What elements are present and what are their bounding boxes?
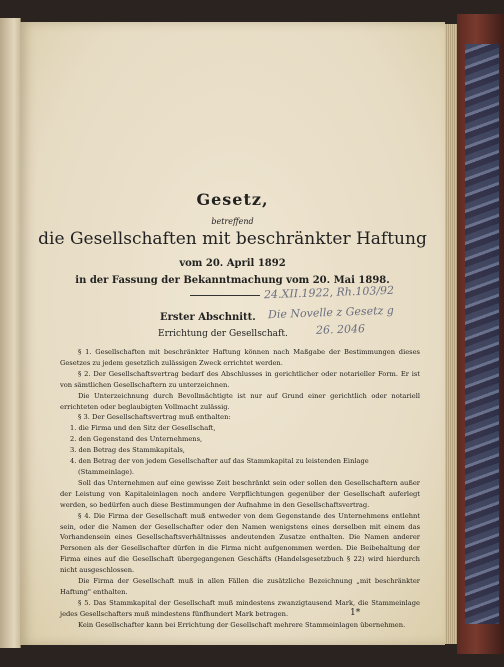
- handwritten-note-3: 26. 2046: [315, 322, 366, 337]
- paragraph-5a: § 5. Das Stammkapital der Gesellschaft muß mindestens zwanzigtausend Mark, die Stammeinlage jedes Gesellschafters muß mindestens fünfhundert Mark betragen.: [60, 598, 420, 618]
- marbled-cover: [465, 44, 499, 624]
- paragraph-3b: Soll das Unternehmen auf eine gewisse Zeit beschränkt sein oder sollen den Gesellschaftern außer der Leistung von Kapitaleinlagen noch andere Verpflichtungen gegenüber der Gesellschaft auferlegt werden, so bedürfen auch diese Bestimmungen der Aufnahme in den Gesellschaftsvertrag.: [60, 478, 420, 509]
- paragraph-2b: Die Unterzeichnung durch Bevollmächtigte ist nur auf Grund einer gerichtlich oder notariell errichteten oder beglaubigten Vollmacht zulässig.: [60, 391, 420, 411]
- list-item: (Stammeinlage).: [78, 467, 135, 476]
- paragraph-3: § 3. Der Gesellschaftsvertrag muß enthalten:: [78, 413, 231, 422]
- left-page-edge: [0, 18, 21, 648]
- handwritten-note-2: Die Novelle z Gesetz g: [267, 303, 395, 322]
- paragraph-5b: Kein Gesellschafter kann bei Errichtung der Gesellschaft mehrere Stammeinlagen übernehmen.: [78, 620, 406, 629]
- main-title: die Gesellschaften mit beschränkter Haftung: [38, 229, 427, 249]
- book-page: [20, 22, 445, 645]
- paragraph-2a: § 2. Der Gesellschaftsvertrag bedarf des Abschlusses in gerichtlicher oder notarieller Form. Er ist von sämtlichen Gesellschaftern zu unterzeichnen.: [60, 369, 420, 389]
- paragraph-4a: § 4. Die Firma der Gesellschaft muß entweder von dem Gegenstande des Unternehmens entlehnt sein, oder die Namen der Gesellschafter oder den Namen wenigstens eines derselben mit einem das Vorhandensein eines Gesellschaftsverhältnisses andeutenden Zusatze enthalten. Die Namen anderer Personen als der Gesellschafter dürfen in die Firma nicht aufgenommen werden. Die Beibehaltung der Firma eines auf die Gesellschaft übergegangenen Geschäfts (Handelsgesetzbuch § 22) wird hierdurch nicht ausgeschlossen.: [60, 511, 420, 575]
- date-line-2: in der Fassung der Bekanntmachung vom 20. Mai 1898.: [75, 275, 390, 286]
- list-item: 1. die Firma und den Sitz der Gesellschaft,: [70, 424, 216, 433]
- list-item: 3. den Betrag des Stammkapitals,: [70, 446, 185, 455]
- law-title: Gesetz,: [196, 190, 269, 209]
- handwritten-note-1: 24.XII.1922, Rh.103/92: [263, 283, 395, 302]
- list-item: 4. den Betrag der von jedem Gesellschafter auf das Stammkapital zu leistenden Einlage: [70, 457, 369, 466]
- page-edges: [445, 24, 457, 644]
- divider-rule: [190, 295, 260, 296]
- date-line-1: vom 20. April 1892: [179, 258, 286, 269]
- page-number: 1*: [350, 608, 361, 618]
- book-spine: [457, 14, 504, 654]
- body-text: [60, 347, 420, 631]
- list-item: 2. den Gegenstand des Unternehmens,: [70, 435, 203, 444]
- section-subheading: Errichtung der Gesellschaft.: [158, 329, 288, 339]
- betreffend-text: betreffend: [211, 217, 254, 226]
- paragraph-1: § 1. Gesellschaften mit beschränkter Haftung können nach Maßgabe der Bestimmungen dieses Gesetzes zu jedem gesetzlich zulässigen Zweck errichtet werden.: [60, 348, 420, 367]
- paragraph-4b: Die Firma der Gesellschaft muß in allen Fällen die zusätzliche Bezeichnung „mit beschränkter Haftung" enthalten.: [60, 577, 420, 596]
- section-heading: Erster Abschnitt.: [160, 312, 256, 323]
